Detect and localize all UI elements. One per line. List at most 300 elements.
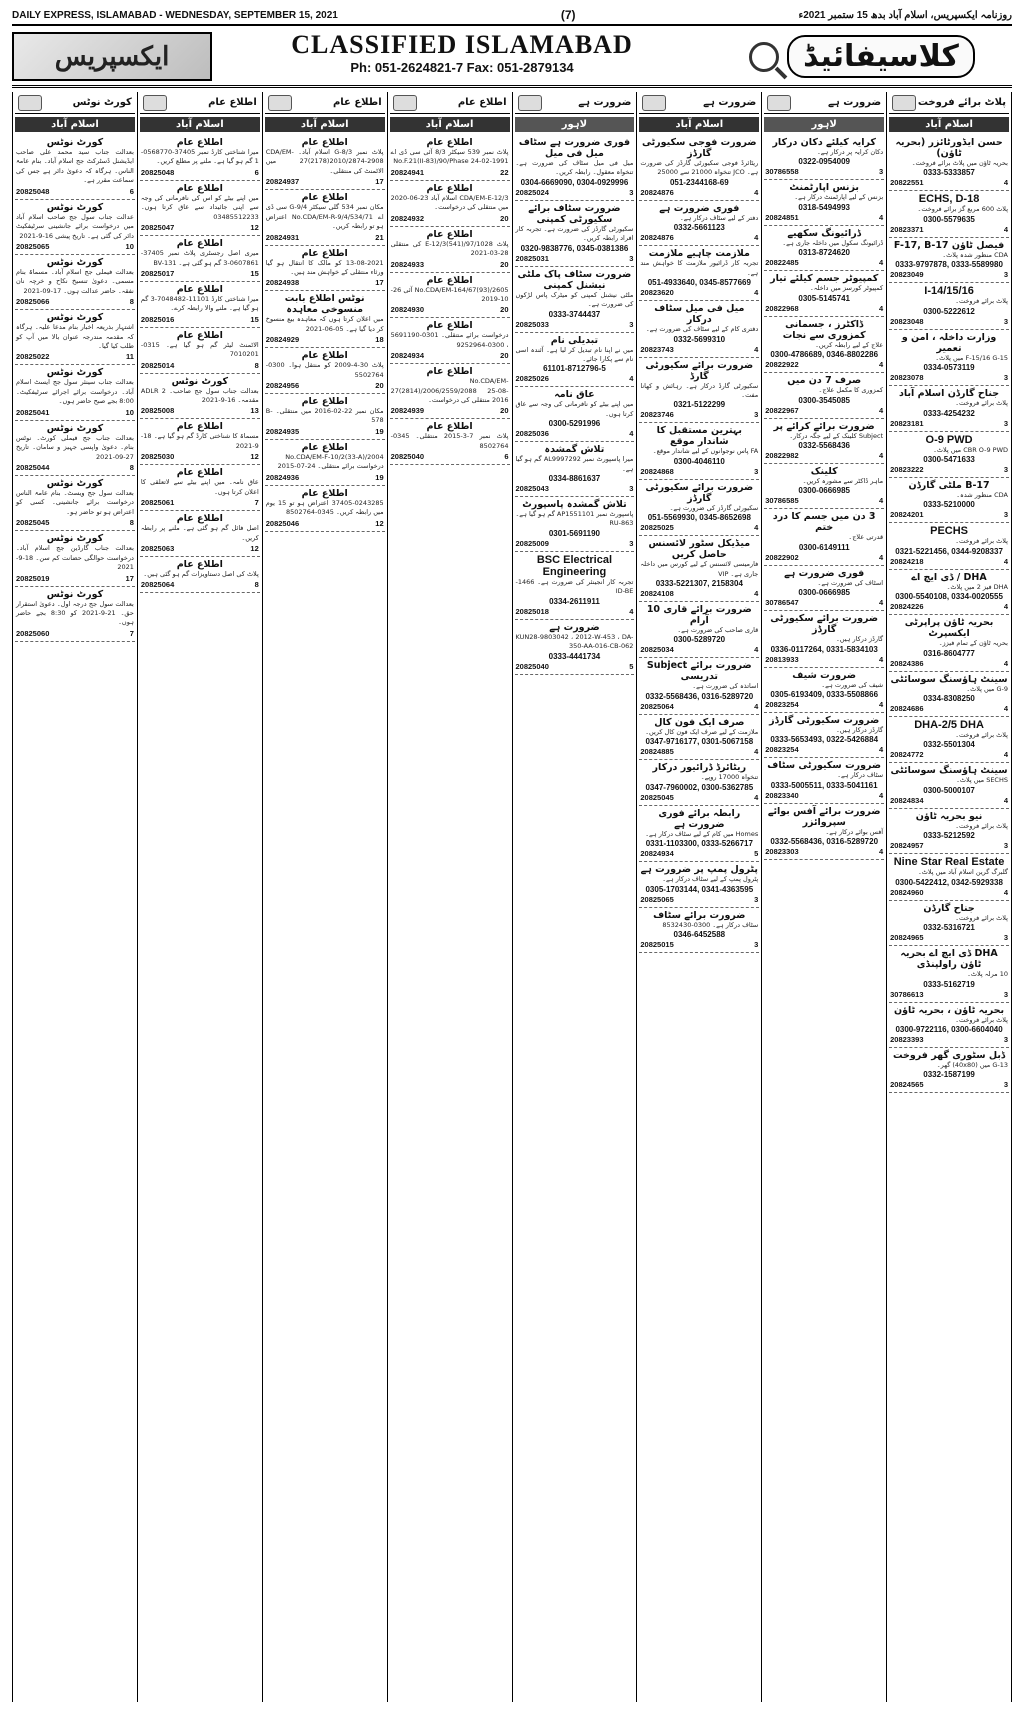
ad-footer: [391, 305, 509, 314]
ad-size-tag: 3: [629, 484, 634, 494]
ad-body: سکیورٹی گارڈز کی ضرورت ہے۔: [669, 503, 759, 512]
classified-ad: [15, 587, 135, 642]
ad-footer: [516, 188, 634, 197]
column-heading-label: ضرورت ہے: [578, 97, 632, 108]
ad-title: وزارت داخلہ ، امن و تعمیر: [901, 331, 997, 354]
ad-phone: 0300-5579635: [923, 214, 975, 224]
ad-phone: 0304-6669090, 0304-0929996: [520, 177, 629, 187]
ad-footer: [890, 704, 1008, 713]
ad-title: اطلاع عام: [301, 247, 348, 259]
ad-reference-number: 20825064: [640, 701, 674, 711]
ad-body: مسماۃ کا شناختی کارڈ گم ہو گیا ہے۔ 18-9-2021: [140, 432, 259, 450]
ad-footer: [141, 452, 259, 461]
ad-reference-number: 20822922: [765, 360, 799, 370]
ad-body: گارڈز درکار ہیں۔: [835, 635, 884, 644]
ad-size-tag: 4: [754, 589, 759, 599]
ad-size-tag: 20: [500, 259, 509, 269]
ad-reference-number: 20825045: [640, 792, 674, 802]
classified-ad: [515, 267, 635, 333]
ad-size-tag: 4: [1003, 887, 1008, 897]
ad-phone: 0333-5333857: [923, 168, 975, 178]
ad-size-tag: 4: [878, 360, 884, 370]
ad-phone: 0333-4441734: [548, 651, 601, 661]
classified-ad: [140, 282, 260, 328]
ad-reference-number: 20825048: [140, 167, 175, 177]
contact-numbers: Ph: 051-2624821-7 Fax: 051-2879134: [350, 60, 574, 75]
classified-ad: [140, 328, 260, 374]
ad-reference-number: 20824933: [390, 259, 424, 269]
ad-size-tag: 3: [1003, 989, 1008, 999]
ad-title: DHA / ڈی ایچ اے: [911, 571, 987, 583]
ad-body: میں اپنے بیٹے کو نافرمانی کی وجہ سے عاق کرتا ہوں۔: [515, 400, 634, 418]
ad-body: CBR O-9 PWD میں پلاٹ۔: [933, 445, 1008, 454]
classified-ad: [889, 1003, 1009, 1048]
ad-size-tag: 3: [754, 410, 759, 420]
ad-size-tag: 20: [375, 381, 384, 391]
ad-reference-number: 20824941: [390, 167, 424, 177]
ad-reference-number: 20822902: [765, 552, 799, 562]
ad-reference-number: 20825030: [140, 452, 175, 462]
ad-phone: 051-2344168-69: [669, 177, 729, 187]
ad-footer: [765, 258, 883, 267]
ad-size-tag: 15: [250, 314, 259, 324]
classified-ad: [639, 602, 759, 658]
ad-body: ماہر ڈاکٹر سے مشورہ کریں۔: [802, 476, 884, 485]
ad-size-tag: 13: [250, 406, 259, 416]
ad-reference-number: 20824965: [890, 933, 924, 943]
ad-body: KUN28-9803042 ، 2012-W-453 ، DA-350-AA-016-CB-062: [515, 632, 634, 651]
classified-ad: [889, 672, 1009, 717]
ad-footer: [890, 933, 1008, 942]
ad-size-tag: 4: [1003, 556, 1008, 566]
ad-size-tag: 7: [254, 498, 259, 508]
classified-ad: [889, 717, 1009, 763]
ad-reference-number: 20825018: [515, 606, 549, 616]
ad-title: اطلاع عام: [176, 283, 223, 295]
ad-reference-number: 20825024: [515, 187, 549, 197]
classified-ad: [764, 713, 884, 758]
ad-reference-number: 20825040: [390, 452, 424, 462]
ad-reference-number: 20824108: [640, 589, 674, 599]
ad-reference-number: 20825063: [140, 544, 175, 554]
ad-footer: [890, 510, 1008, 519]
ad-size-tag: 3: [1003, 270, 1008, 280]
ad-title: DHA-2/5 DHA: [914, 719, 984, 732]
ad-reference-number: 20823620: [640, 288, 674, 298]
classified-ad: [639, 480, 759, 536]
ad-size-tag: 3: [629, 319, 634, 329]
ad-reference-number: 20813933: [765, 654, 799, 664]
ad-title: اطلاع عام: [301, 350, 348, 362]
classified-ad: [639, 135, 759, 201]
ad-body: G-9 میں پلاٹ۔: [966, 684, 1008, 693]
ad-footer: [890, 557, 1008, 566]
ad-body: میں اعلان کرتا ہوں کہ معاہدہ بیع منسوخ کر دیا گیا ہے۔ 05-06-2021: [265, 315, 384, 333]
ad-size-tag: 22: [500, 167, 509, 177]
column-6: [637, 92, 762, 1702]
ad-body: درخواست برائے منتقلی۔ 0301-5691190 ، 0300-9252964: [390, 331, 509, 349]
ad-title: ریٹائرڈ ڈرائیور درکار: [652, 762, 747, 774]
ad-reference-number: 20824937: [265, 177, 300, 187]
ad-reference-number: 20824936: [265, 472, 300, 482]
ad-footer: [640, 589, 758, 598]
ad-footer: [765, 406, 883, 415]
ad-title: ڈاکٹرز ، جسمانی کمزوری سے نجات: [782, 318, 866, 341]
ad-footer: [266, 519, 384, 528]
ad-footer: [640, 849, 758, 858]
ad-size-tag: 3: [1003, 464, 1008, 474]
ad-phone: 051-4933640, 0345-8577669: [647, 278, 751, 288]
ad-body: پلاٹ برائے فروخت۔: [955, 913, 1008, 922]
city-bar: اسلام آباد: [15, 117, 135, 132]
ad-phone: 0322-0954009: [798, 157, 850, 167]
ad-reference-number: 20824772: [890, 750, 924, 760]
column-heading-label: ضرورت ہے: [828, 97, 882, 108]
ad-title: B-17 ملٹی گارڈن: [908, 479, 990, 491]
classified-ad: [889, 946, 1009, 1002]
ad-reference-number: 20824876: [640, 233, 674, 243]
ad-reference-number: 20825044: [16, 463, 50, 473]
ad-footer: [266, 427, 384, 436]
ad-title: ضرورت برائے قاری 10 آرام: [646, 604, 752, 627]
ad-title: کورٹ نوٹس: [46, 422, 104, 434]
ad-size-tag: 4: [878, 598, 884, 608]
ad-footer: [765, 847, 883, 856]
ad-phone: 0347-9716177, 0301-5067158: [645, 737, 754, 747]
column-heading-label: اطلاع عام: [332, 97, 382, 108]
ad-phone: 0332-5501304: [923, 740, 975, 750]
classified-ad: [639, 862, 759, 907]
ad-footer: [141, 498, 259, 507]
ad-title: BSC Electrical Engineering: [536, 553, 613, 578]
ad-body: ڈرائیونگ سکول میں داخلہ جاری ہے۔: [782, 238, 884, 247]
ad-reference-number: 20823254: [765, 745, 799, 755]
ad-reference-number: 20825034: [640, 645, 674, 655]
classified-ad: [639, 246, 759, 301]
ad-body: پلاٹ برائے فروخت۔: [955, 731, 1008, 740]
ad-title: صرف 7 دن میں: [787, 375, 862, 387]
ad-title: کورٹ نوٹس: [46, 588, 104, 600]
ad-body: پٹرول پمپ کے لیے سٹاف درکار ہے۔: [662, 875, 759, 884]
ad-footer: [516, 429, 634, 438]
ad-size-tag: 17: [125, 573, 134, 583]
ad-reference-number: 30786613: [890, 989, 924, 999]
classified-ad: [889, 615, 1009, 671]
ad-footer: [890, 796, 1008, 805]
ad-phone: 0300-0666985: [798, 588, 850, 598]
classified-ad: [889, 238, 1009, 283]
ad-size-tag: 18: [375, 335, 384, 345]
ad-title: میڈیکل سٹور لائسنس حاصل کریں: [648, 538, 751, 561]
ad-size-tag: 4: [878, 303, 884, 313]
urdu-classified-title: کلاسیفائیڈ: [787, 35, 975, 78]
ad-phone: 0300-5222612: [923, 306, 975, 316]
ad-body: ریٹائرڈ فوجی سکیورٹی گارڈز کی ضرورت ہے۔ JCO تنخواہ 21000 سے 25000: [640, 159, 759, 177]
ad-footer: [765, 791, 883, 800]
classified-ad: [140, 511, 260, 557]
ad-reference-number: 20824939: [390, 406, 424, 416]
ad-body: میرا پاسپورٹ نمبر AL9997292 گم ہو گیا ہے۔: [515, 455, 634, 473]
ad-reference-number: 20824201: [890, 510, 924, 520]
classified-ad: [15, 135, 135, 200]
ad-footer: [890, 373, 1008, 382]
ad-size-tag: 3: [1003, 1080, 1008, 1090]
ad-title: حسن ایڈورٹائزر (بحریہ ٹاؤن): [895, 137, 1003, 159]
ad-footer: [16, 408, 134, 417]
classified-ad: [639, 536, 759, 602]
classified-ad: [764, 611, 884, 667]
ad-reference-number: 20825046: [265, 518, 300, 528]
ad-body: شیف کی ضرورت ہے۔: [821, 680, 884, 689]
ad-title: Nine Star Real Estate: [893, 856, 1005, 869]
classified-ad: [390, 135, 510, 181]
classified-ad: [889, 330, 1009, 386]
ad-reference-number: 20824885: [640, 747, 674, 757]
ad-body: پلاٹ 30-4-2009 کو منتقل ہوا۔ 0300-5502764: [265, 361, 384, 379]
ad-size-tag: 20: [500, 213, 509, 223]
column-heading-label: کورٹ نوٹس: [72, 97, 132, 108]
ad-body: عدالت جناب سول جج صاحب اسلام آباد میں درخواست برائے جانشینی سرٹیفکیٹ دائر کی گئی ہے۔ تاریخ پیشی 16-9-2021: [16, 212, 134, 240]
ad-body: کمزوری کا مکمل علاج۔: [818, 386, 884, 395]
ad-title: اطلاع عام: [301, 487, 348, 499]
ad-footer: [391, 214, 509, 223]
ad-body: میل فی میل سٹاف کی ضرورت ہے۔ تنخواہ معقول۔ رابطہ کریں۔: [515, 159, 634, 177]
ad-body: پلاٹ برائے فروخت۔: [955, 297, 1008, 306]
ad-phone: 0300-4046110: [673, 456, 725, 466]
ad-reference-number: 30786547: [765, 598, 799, 608]
classified-ad: [764, 668, 884, 713]
column-heading: [515, 92, 635, 114]
ad-footer: [141, 406, 259, 415]
ad-body: پلاٹ برائے فروخت۔: [955, 821, 1008, 830]
classified-ad: [639, 358, 759, 424]
ad-size-tag: 4: [1003, 704, 1008, 714]
ad-reference-number: 20825008: [140, 406, 175, 416]
ad-title: اطلاع عام: [426, 421, 473, 433]
classified-ad: [265, 348, 385, 394]
classified-ad: [390, 227, 510, 273]
ad-body: SECHS میں پلاٹ۔: [956, 776, 1008, 785]
ad-title: رابطہ برائے فوری ضرورت ہے: [658, 807, 741, 830]
ad-title: اطلاع عام: [426, 366, 473, 378]
ad-title: ضرورت برائے سٹاف: [653, 909, 746, 921]
ad-title: تلاش گمشدہ: [544, 444, 605, 456]
ad-phone: 0300-5471633: [923, 454, 975, 464]
ad-reference-number: 20825016: [140, 314, 175, 324]
ad-size-tag: 5: [754, 849, 759, 859]
ad-body: اصل فائل گم ہو گئی ہے۔ ملنے پر رابطہ کریں۔: [140, 524, 259, 542]
column-5: [513, 92, 638, 1702]
ad-footer: [266, 473, 384, 482]
ad-footer: [516, 254, 634, 263]
ad-title: پٹرول پمپ پر ضرورت ہے: [640, 864, 758, 876]
city-bar: اسلام آباد: [390, 117, 510, 132]
ad-body: میں اپنے بیٹے کو اس کی نافرمانی کی وجہ سے اپنی جائیداد سے عاق کرتا ہوں۔ 03485512233: [140, 193, 259, 221]
ad-footer: [516, 484, 634, 493]
ad-reference-number: 20825061: [140, 498, 175, 508]
ad-footer: [266, 177, 384, 186]
ad-reference-number: 20825048: [16, 186, 50, 196]
ad-title: ضرورت فوجی سکیورٹی گارڈز: [642, 137, 757, 159]
ad-body: بعدالت جناب سول جج صاحب۔ ADLR 2 مقدمہ۔ 16-9-2021: [140, 386, 259, 405]
ad-body: CDA منظور شدہ پلاٹ۔: [942, 250, 1008, 259]
ad-size-tag: 6: [504, 452, 509, 462]
ad-title: ڈبل سٹوری گھر فروخت: [892, 1050, 1006, 1062]
column-8: [887, 92, 1012, 1702]
ad-reference-number: 20824929: [265, 335, 300, 345]
ad-footer: [141, 361, 259, 370]
classified-ad: [764, 509, 884, 565]
ad-size-tag: 4: [754, 344, 759, 354]
ad-title: اطلاع عام: [176, 513, 223, 525]
ad-size-tag: 19: [375, 472, 384, 482]
ad-title: کورٹ نوٹس: [46, 256, 104, 268]
ad-phone: 0320-9838776, 0345-0381386: [520, 243, 629, 253]
city-bar: لاہور: [515, 117, 635, 132]
ad-size-tag: 4: [754, 187, 759, 197]
ad-title: ملازمت چاہیے ملازمت: [648, 248, 750, 260]
ad-title: بزنس اپارٹمنٹ: [789, 182, 859, 194]
ad-reference-number: 20824686: [890, 704, 924, 714]
ad-footer: [890, 465, 1008, 474]
ad-body: بحریہ ٹاؤن کے تمام فیزز۔: [938, 639, 1008, 648]
ad-body: ملازمت کے لیے صرف ایک فون کال کریں۔: [645, 727, 759, 736]
ad-phone: 0300-5540108, 0334-0020555: [895, 592, 1003, 602]
ad-title: اطلاع عام: [176, 238, 223, 250]
classified-ad: [889, 432, 1009, 478]
column-heading: [265, 92, 385, 114]
ad-size-tag: 6: [129, 186, 134, 196]
ad-title: I-14/15/16: [924, 285, 974, 298]
ad-size-tag: 4: [878, 745, 884, 755]
ad-title: اطلاع عام: [301, 137, 348, 148]
ad-size-tag: 4: [878, 847, 884, 857]
ad-reference-number: 20825025: [640, 523, 674, 533]
ad-phone: 0300-5422412, 0342-5929338: [895, 877, 1003, 887]
column-heading: [889, 92, 1009, 114]
ad-body: پلاٹ نمبر G-8/3 اسلام آباد۔ CDA/EM-27(2178)2010/2874-2908 میں الاٹمنٹ کی منتقلی۔: [265, 148, 384, 175]
ad-body: مکان نمبر 22-02-2016 میں منتقلی۔ B-578: [265, 407, 384, 425]
ad-body: گارڈز درکار ہیں۔: [835, 726, 884, 735]
classified-ad: [140, 135, 260, 181]
ad-body: میرا شناختی کارڈ نمبر 37405-0568770-1 گم ہو گیا ہے۔ ملنے پر مطلع کریں۔: [140, 148, 259, 166]
ad-footer: [640, 895, 758, 904]
ad-footer: [890, 419, 1008, 428]
ad-title: بحریہ ٹاؤن پراپرٹی ایکسپرٹ: [904, 617, 994, 640]
ad-phone: 0305-5145741: [798, 293, 850, 303]
ad-title: صرف ایک فون کال: [654, 716, 745, 728]
ad-size-tag: 4: [1003, 224, 1008, 234]
ad-reference-number: 20825017: [140, 268, 175, 278]
ad-reference-number: 20825014: [140, 360, 175, 370]
ad-size-tag: 20: [500, 406, 509, 416]
classified-ad: [15, 310, 135, 365]
ad-reference-number: 20824934: [390, 351, 424, 361]
ad-size-tag: 4: [878, 790, 884, 800]
ad-reference-number: 20825026: [515, 374, 549, 384]
column-heading-label: پلاٹ برائے فروخت: [917, 97, 1006, 108]
classified-ad: [265, 135, 385, 190]
ad-body: فارمیسی لائسنس کے لیے کورس میں داخلہ جاری ہے۔ VIP: [640, 560, 759, 578]
ad-phone: 0301-5691190: [548, 528, 601, 538]
ad-body: 13-08-2021 کو مالک کا انتقال ہو گیا ورثاء منتقلی کے خواہش مند ہیں۔: [265, 258, 384, 276]
column-heading: [140, 92, 260, 114]
ad-phone: 0347-7960002, 0300-5362785: [645, 782, 754, 792]
ad-title: ضرورت سکیورٹی سٹاف: [767, 760, 882, 772]
ad-phone: 0300-5000107: [923, 785, 975, 795]
ad-size-tag: 3: [754, 466, 759, 476]
city-bar: اسلام آباد: [889, 117, 1009, 132]
ad-footer: [765, 360, 883, 369]
ad-reference-number: 20825033: [515, 319, 549, 329]
classified-ad: [515, 333, 635, 388]
top-info-line: [12, 8, 1012, 26]
ad-phone: 0300-5291996: [548, 419, 601, 429]
classified-ad: [15, 200, 135, 255]
ad-footer: [890, 1035, 1008, 1044]
ad-reference-number: 20824960: [890, 887, 924, 897]
ad-footer: [391, 406, 509, 415]
ad-footer: [391, 168, 509, 177]
ad-body: پلاٹ نمبر 7-3-2015 منتقلی۔ 0345-8502764: [390, 432, 509, 450]
ad-reference-number: 20824868: [640, 466, 674, 476]
ad-size-tag: 8: [129, 463, 134, 473]
ad-body: G-13 میں (40x80) گھر۔: [936, 1061, 1008, 1070]
ad-reference-number: 20824876: [640, 187, 674, 197]
ad-reference-number: 20824938: [265, 278, 300, 288]
ad-reference-number: 20824930: [390, 305, 424, 315]
ad-size-tag: 5: [629, 661, 634, 671]
ad-phone: 0332-5699310: [673, 334, 726, 344]
ad-size-tag: 3: [629, 538, 634, 548]
ad-title: اطلاع عام: [301, 192, 348, 204]
ad-reference-number: 20822967: [765, 405, 799, 415]
ad-title: بحریہ ٹاؤن ، بحریہ ٹاؤن: [894, 1004, 1005, 1016]
ad-reference-number: 20824932: [390, 213, 424, 223]
ad-footer: [16, 574, 134, 583]
ad-size-tag: 3: [1003, 316, 1008, 326]
ad-title: کورٹ نوٹس: [46, 312, 104, 324]
ad-phone: 0334-8308250: [923, 694, 975, 704]
ad-size-tag: 4: [754, 645, 759, 655]
ad-size-tag: 12: [375, 518, 384, 528]
ad-body: ملٹی نیشنل کمپنی کو میٹرک پاس لڑکوں کی ضرورت ہے۔: [515, 290, 634, 309]
ad-body: پاسپورٹ نمبر AP1551101 گم ہو گیا ہے۔ RU-863: [515, 510, 634, 528]
ad-footer: [16, 463, 134, 472]
ad-size-tag: 4: [878, 700, 884, 710]
ad-body: بعدالت جناب گارڈین جج اسلام آباد۔ درخواست حوالگی حضانت کم سن۔ 18-9-2021: [16, 544, 134, 572]
ad-title: نیو بحریہ ٹاؤن: [915, 810, 983, 822]
ad-title: فوری ضرورت ہے سٹاف میل فی میل: [518, 137, 631, 159]
ad-size-tag: 4: [1003, 795, 1008, 805]
ad-size-tag: 20: [500, 351, 509, 361]
ad-reference-number: 20822485: [765, 258, 799, 268]
ad-footer: [765, 167, 883, 176]
ad-size-tag: 11: [125, 352, 134, 362]
ad-body: سکیورٹی گارڈز کی ضرورت ہے۔ تجربہ کار افراد رابطہ کریں۔: [515, 224, 634, 243]
classified-ad: [889, 570, 1009, 615]
classified-ad: [140, 557, 260, 593]
ad-body: سکیورٹی گارڈ درکار ہے۔ رہائش و کھانا مفت۔: [640, 381, 759, 399]
ad-title: اطلاع عام: [176, 182, 223, 194]
masthead-center: [212, 28, 712, 85]
ad-title: اطلاع عام: [176, 137, 223, 148]
ad-title: میل فی میل سٹاف درکار: [654, 303, 745, 326]
classified-columns: [12, 92, 1012, 1702]
ad-reference-number: 20823340: [765, 790, 799, 800]
magnifier-icon: [749, 42, 779, 72]
category-icon: [143, 95, 167, 111]
